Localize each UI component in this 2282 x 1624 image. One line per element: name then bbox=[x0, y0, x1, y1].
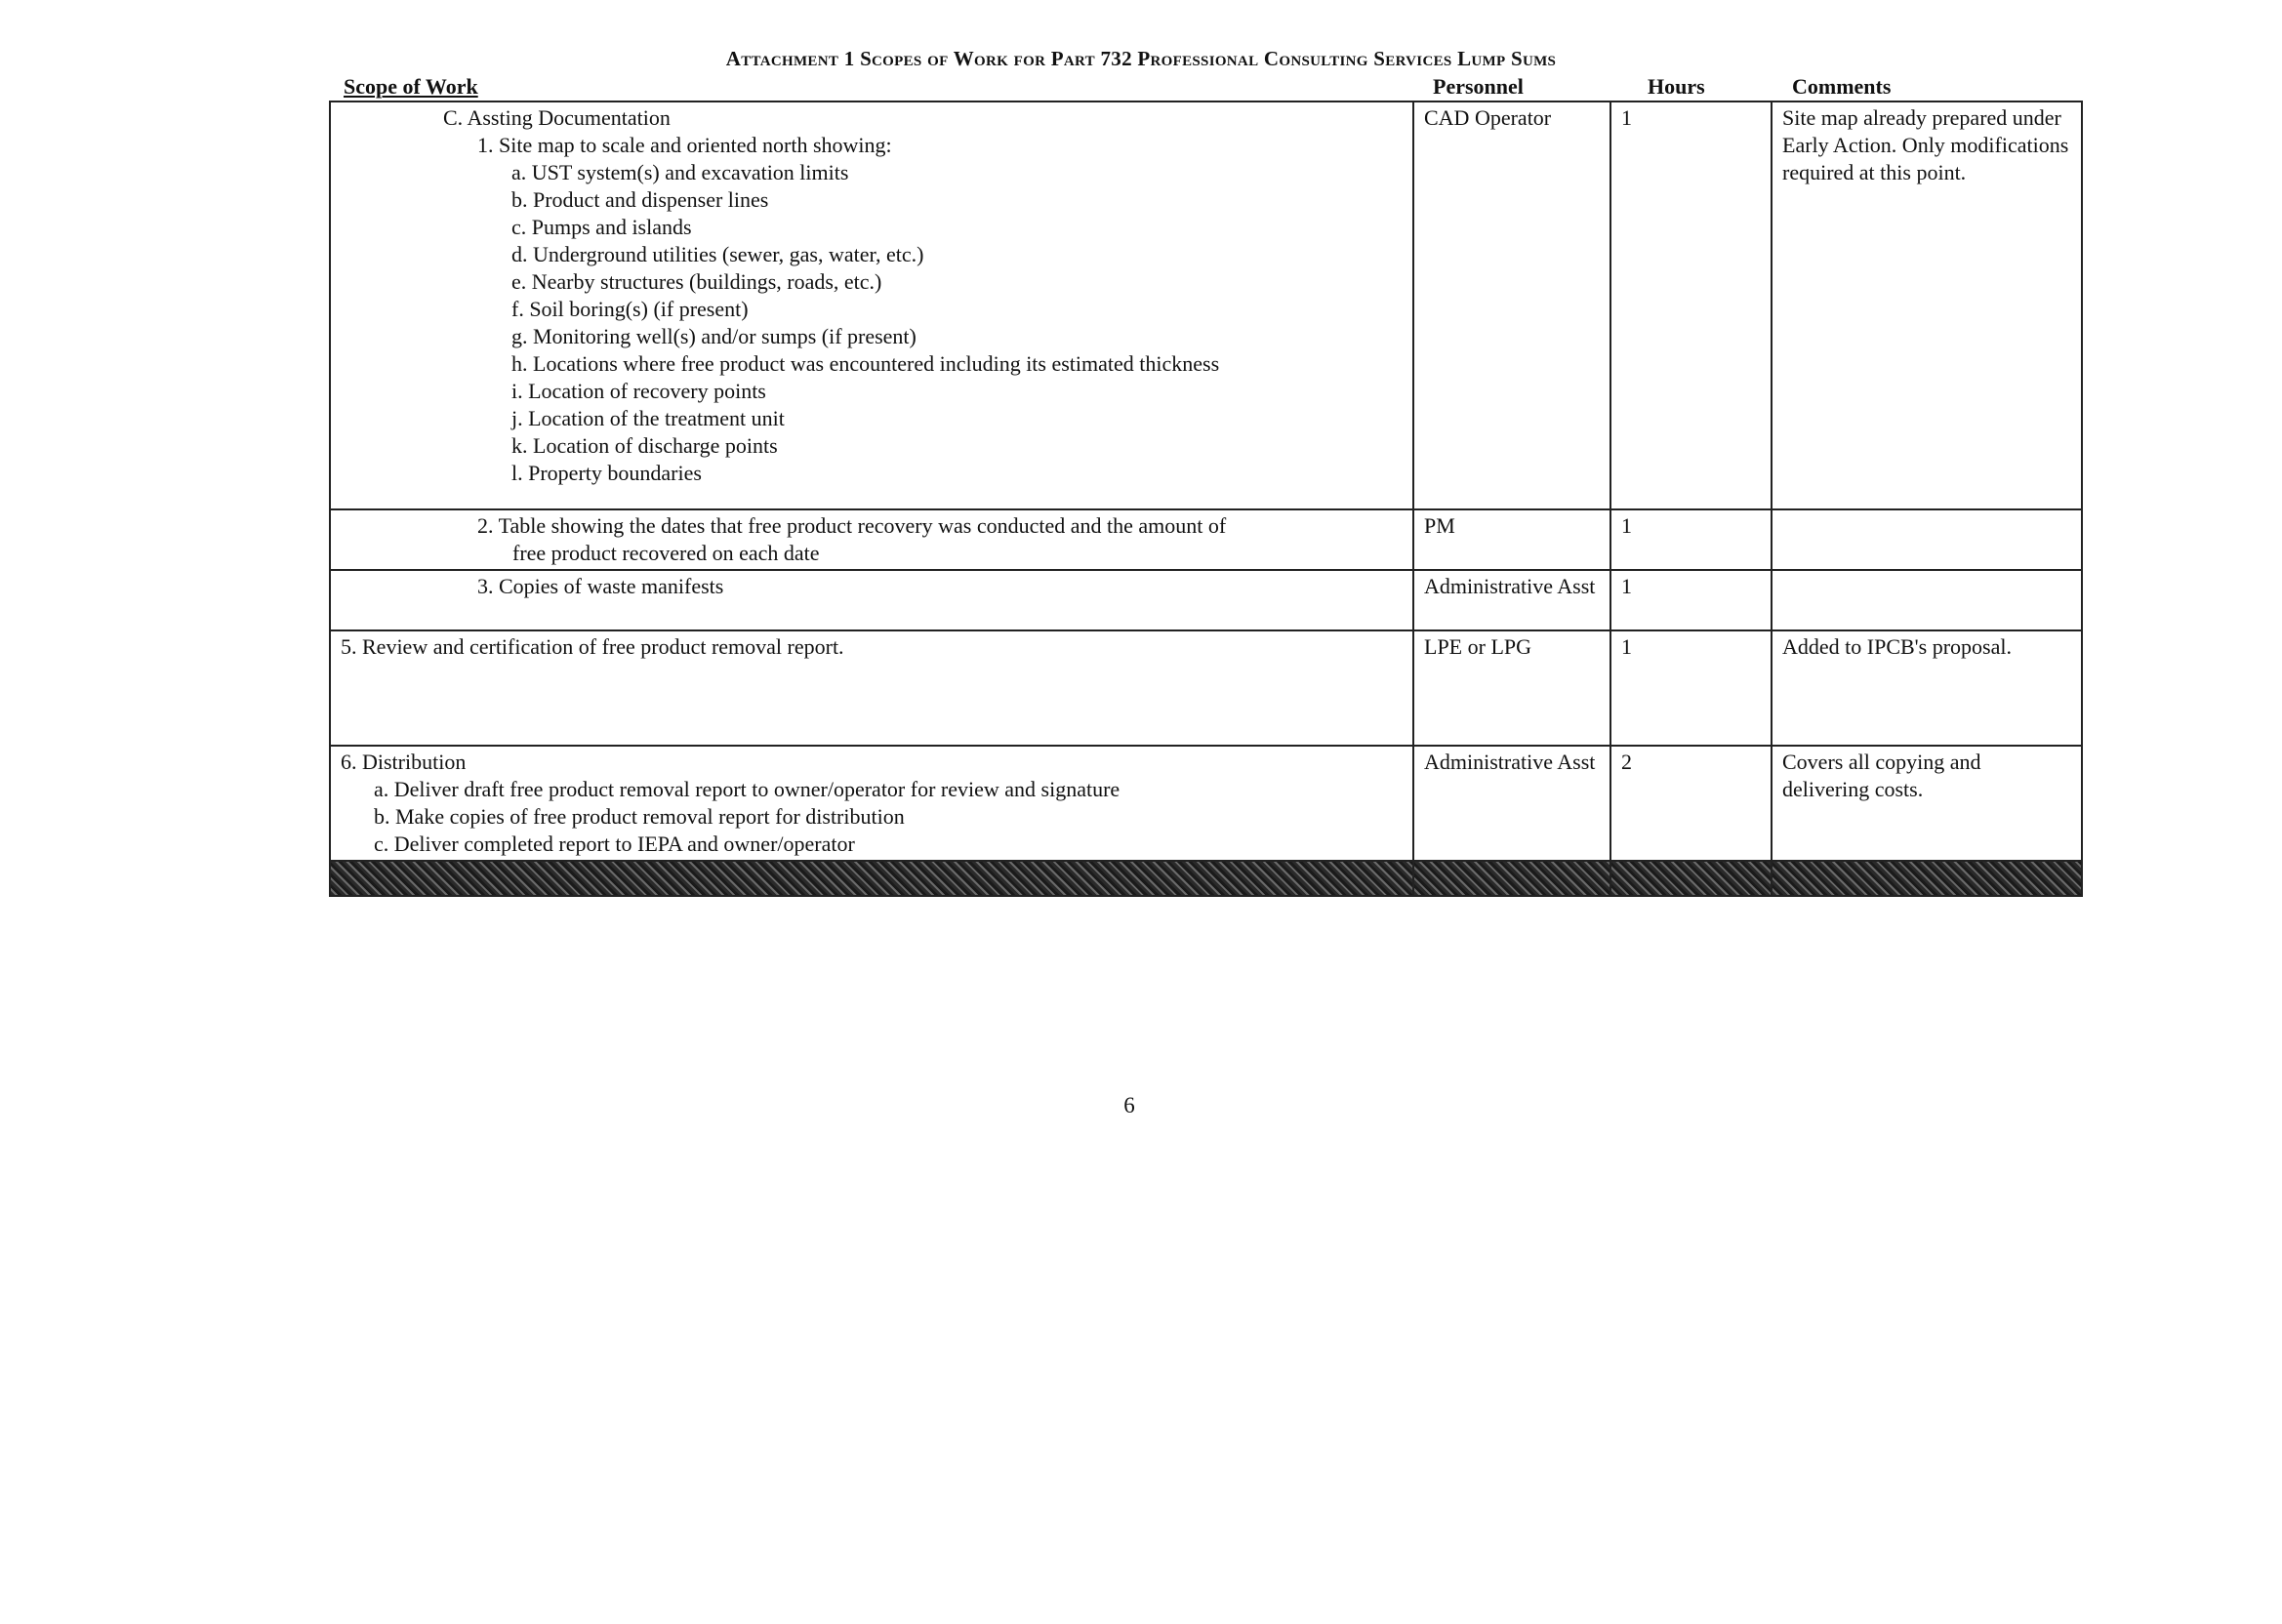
hours-cell: 1 bbox=[1610, 102, 1772, 509]
document-title: Attachment 1 Scopes of Work for Part 732 Professional Consulting Services Lump Sums bbox=[725, 47, 1557, 70]
column-header-comments: Comments bbox=[1792, 74, 1892, 99]
list-item: d. Underground utilities (sewer, gas, water, etc.) bbox=[511, 242, 924, 266]
column-header-scope: Scope of Work bbox=[344, 74, 478, 99]
personnel-cell: PM bbox=[1413, 509, 1610, 570]
shaded-footer-row bbox=[330, 861, 2082, 896]
shaded-cell bbox=[1772, 861, 2082, 896]
scope-cell bbox=[330, 570, 1413, 630]
personnel-cell: Administrative Asst bbox=[1413, 570, 1610, 630]
table-row bbox=[330, 746, 2082, 861]
column-header-personnel: Personnel bbox=[1433, 74, 1524, 99]
list-item: 5. Review and certification of free product removal report. bbox=[341, 634, 844, 659]
list-item: 1. Site map to scale and oriented north showing: bbox=[477, 133, 892, 157]
table-row bbox=[330, 509, 2082, 570]
list-item: k. Location of discharge points bbox=[511, 433, 778, 458]
comments-cell: Covers all copying and delivering costs. bbox=[1772, 746, 2082, 861]
list-item: 3. Copies of waste manifests bbox=[477, 574, 724, 598]
scope-of-work-table bbox=[329, 101, 2083, 897]
comments-cell: Added to IPCB's proposal. bbox=[1772, 630, 2082, 746]
table-row bbox=[330, 102, 2082, 509]
hours-cell: 1 bbox=[1610, 630, 1772, 746]
hours-cell: 1 bbox=[1610, 570, 1772, 630]
hours-cell: 2 bbox=[1610, 746, 1772, 861]
list-item: b. Make copies of free product removal report for distribution bbox=[374, 804, 905, 829]
list-item: 2. Table showing the dates that free product recovery was conducted and the amount of bbox=[477, 513, 1227, 538]
list-item: c. Pumps and islands bbox=[511, 215, 692, 239]
list-item: a. Deliver draft free product removal report to owner/operator for review and signature bbox=[374, 777, 1121, 801]
table-row bbox=[330, 630, 2082, 746]
scope-cell bbox=[330, 630, 1413, 746]
list-item-continuation: free product recovered on each date bbox=[512, 541, 820, 565]
list-item: f. Soil boring(s) (if present) bbox=[511, 297, 749, 321]
comments-cell bbox=[1772, 570, 2082, 630]
comments-cell bbox=[1772, 509, 2082, 570]
list-item: h. Locations where free product was encountered including its estimated thickness bbox=[511, 351, 1220, 376]
column-header-hours: Hours bbox=[1648, 74, 1705, 99]
list-item: j. Location of the treatment unit bbox=[511, 406, 785, 430]
scope-cell bbox=[330, 509, 1413, 570]
shaded-cell bbox=[1610, 861, 1772, 896]
page-number-text: 6 bbox=[1123, 1093, 1135, 1117]
hours-cell: 1 bbox=[1610, 509, 1772, 570]
list-item: i. Location of recovery points bbox=[511, 379, 766, 403]
distribution-items bbox=[341, 776, 1403, 858]
list-item: a. UST system(s) and excavation limits bbox=[511, 160, 849, 184]
list-item: l. Property boundaries bbox=[511, 461, 702, 485]
list-item: c. Deliver completed report to IEPA and owner/operator bbox=[374, 832, 855, 856]
shaded-cell bbox=[330, 861, 1413, 896]
list-item: e. Nearby structures (buildings, roads, etc.) bbox=[511, 269, 882, 294]
site-map-items bbox=[341, 159, 1403, 487]
page-number bbox=[0, 1093, 2282, 1118]
section-heading: C. Assting Documentation bbox=[443, 105, 671, 130]
personnel-cell: CAD Operator bbox=[1413, 102, 1610, 509]
personnel-cell: Administrative Asst bbox=[1413, 746, 1610, 861]
comments-cell: Site map already prepared under Early Action. Only modifications required at this point. bbox=[1772, 102, 2082, 509]
list-item: g. Monitoring well(s) and/or sumps (if present) bbox=[511, 324, 917, 348]
scope-cell bbox=[330, 102, 1413, 509]
shaded-cell bbox=[1413, 861, 1610, 896]
table-row bbox=[330, 570, 2082, 630]
list-item: b. Product and dispenser lines bbox=[511, 187, 769, 212]
scope-cell bbox=[330, 746, 1413, 861]
section-heading: 6. Distribution bbox=[341, 750, 467, 774]
personnel-cell: LPE or LPG bbox=[1413, 630, 1610, 746]
